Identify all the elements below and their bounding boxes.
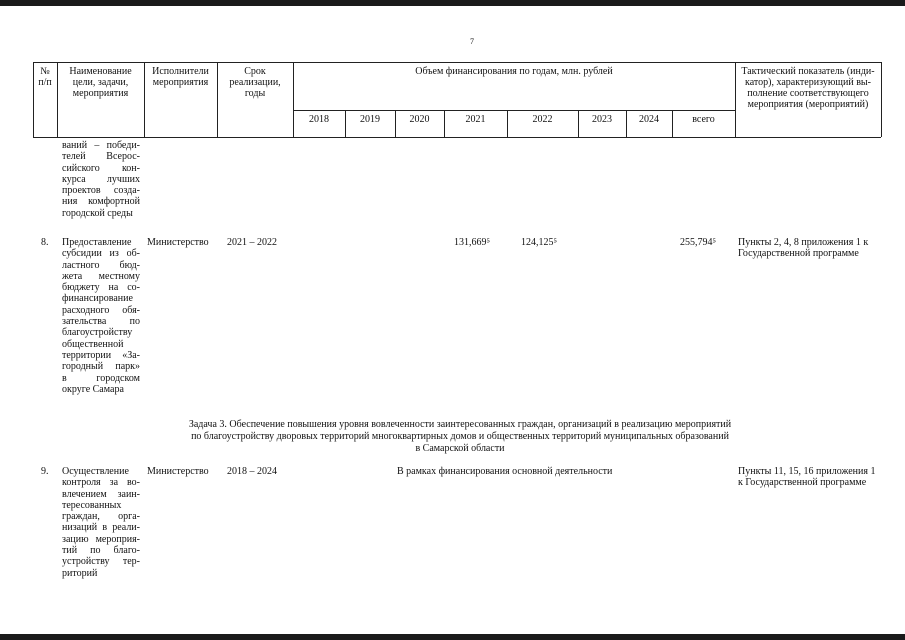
page-number: 7 xyxy=(470,37,474,46)
year-2021: 2021 xyxy=(465,114,486,125)
row8-value-2021: 131,669⁵ xyxy=(454,237,490,248)
year-2022: 2022 xyxy=(532,114,553,125)
top-scan-border xyxy=(0,0,905,6)
row9-executor: Министерство xyxy=(147,466,209,477)
row8-name: Предоставление субсидии из об- ластного бюд- жета местному бюджету на со- финансирование расходного обя- зательства по благоустройству общественной территории «За- городный парк» в городском округе Самара xyxy=(62,237,140,395)
year-2023: 2023 xyxy=(592,114,612,125)
row9-number: 9. xyxy=(41,466,49,477)
year-2019: 2019 xyxy=(360,114,380,125)
header-financing: Объем финансирования по годам, млн. рублей xyxy=(415,66,613,77)
header-term: Срок реализации, годы xyxy=(229,66,281,99)
row9-indicator: Пункты 11, 15, 16 приложения 1 к Государственной программе xyxy=(738,466,876,489)
header-executors: Исполнители мероприятия xyxy=(152,66,209,88)
row8-executor: Министерство xyxy=(147,237,209,248)
row8-term: 2021 – 2022 xyxy=(227,237,277,248)
header-num: № п/п xyxy=(38,66,52,88)
header-indicator: Тактический показатель (инди- катор), характеризующий вы- полнение соответствующего мероприятия (мероприятий) xyxy=(741,66,875,110)
row8-indicator: Пункты 2, 4, 8 приложения 1 к Государственной программе xyxy=(738,237,869,260)
year-total: всего xyxy=(692,114,715,125)
row9-funding: В рамках финансирования основной деятельности xyxy=(397,466,613,477)
continued-row-name: ваний – победи- телей Всерос- сийского кон- курса лучших проектов созда- ния комфортной городской среды xyxy=(62,140,140,219)
row8-value-total: 255,794⁵ xyxy=(680,237,716,248)
bottom-scan-border xyxy=(0,634,905,640)
task-3-heading: Задача 3. Обеспечение повышения уровня вовлеченности заинтересованных граждан, организаций в реализацию мероприятий по благоустройству дворовых территорий многоквартирных домов и общественных территорий муниципальных образований в Самарской области xyxy=(188,419,732,454)
row8-value-2022: 124,125⁵ xyxy=(521,237,557,248)
row9-name: Осуществление контроля за во- влечением заин- тересованных граждан, орга- низаций в реали- зацию мероприя- тий по благо- устройству тер- риторий xyxy=(62,466,140,579)
year-2018: 2018 xyxy=(309,114,329,125)
row9-term: 2018 – 2024 xyxy=(227,466,277,477)
year-2020: 2020 xyxy=(409,114,430,125)
year-2024: 2024 xyxy=(639,114,659,125)
header-name: Наименование цели, задачи, мероприятия xyxy=(69,66,132,99)
row8-number: 8. xyxy=(41,237,49,248)
